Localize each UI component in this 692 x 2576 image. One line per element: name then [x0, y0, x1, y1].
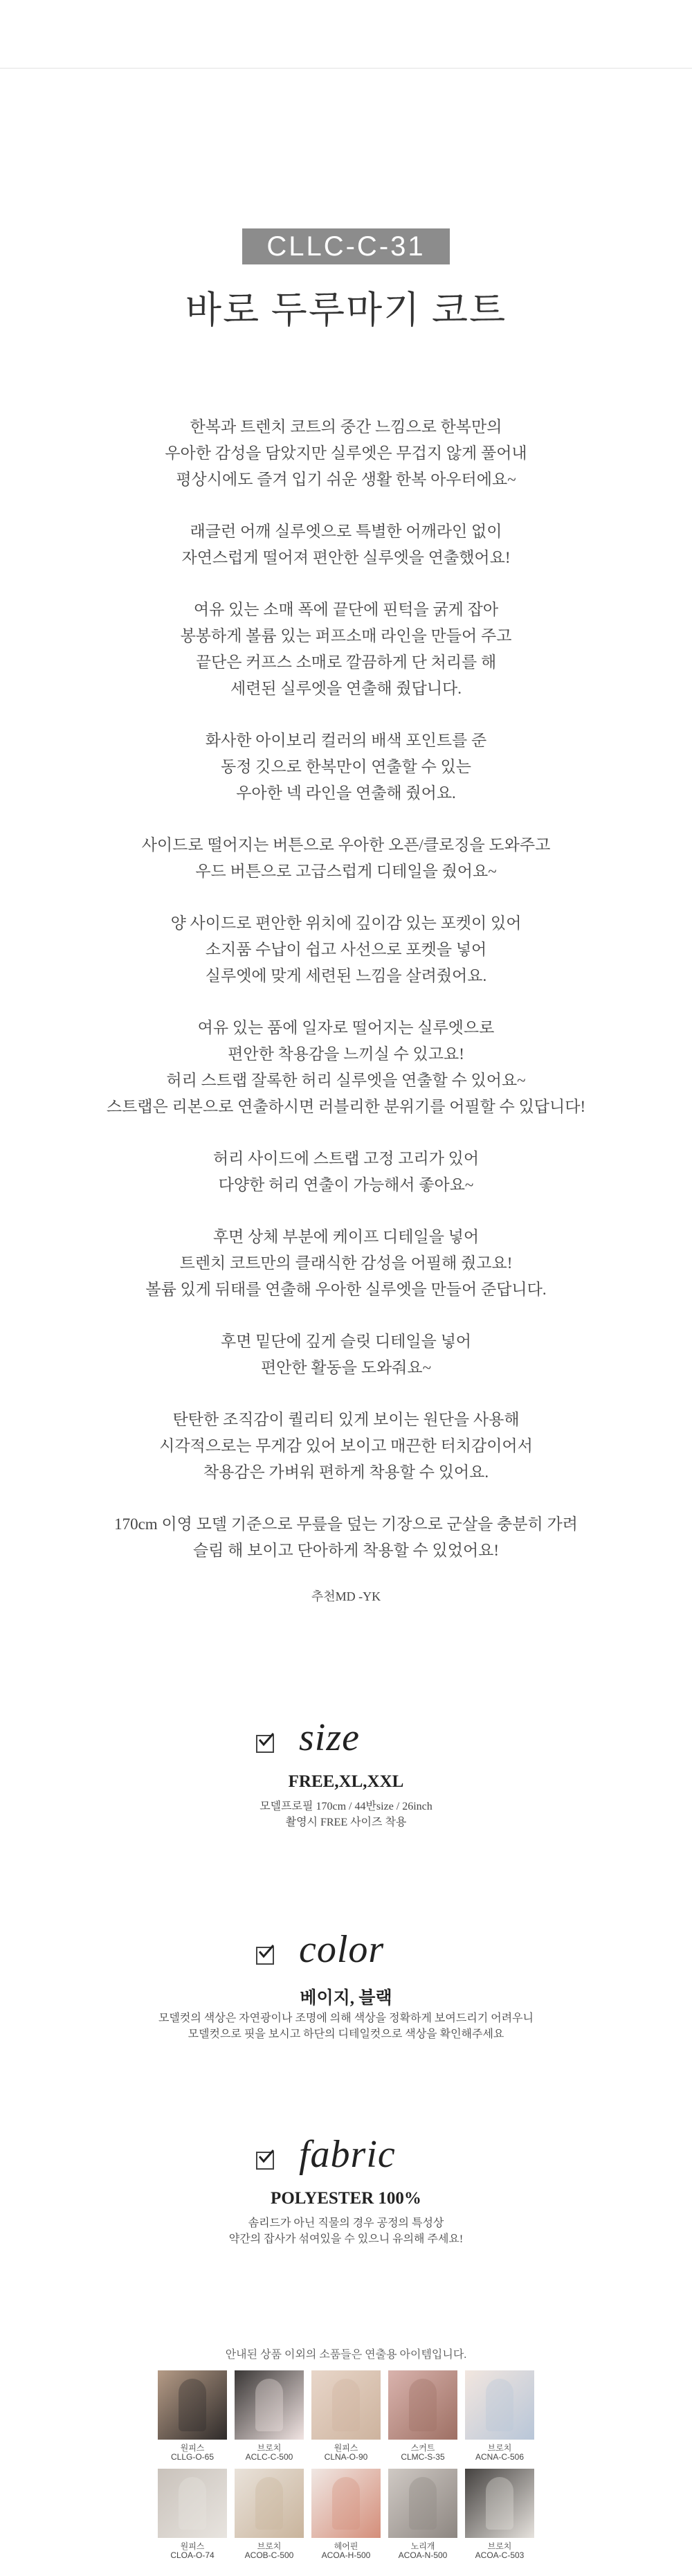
checkbox-icon: [256, 2152, 274, 2170]
size-heading: size: [299, 1716, 360, 1759]
description-line: 편안한 착용감을 느끼실 수 있고요!: [228, 1045, 464, 1063]
header-divider: [0, 68, 692, 69]
related-item-thumbnail[interactable]: [235, 2469, 304, 2538]
related-item-label: [235, 2542, 304, 2560]
product-image-shape: [486, 2477, 513, 2530]
description-line: 여유 있는 품에 일자로 떨어지는 실루엣으로: [197, 1019, 495, 1036]
description-line: 우드 버튼으로 고급스럽게 디테일을 줬어요~: [195, 863, 497, 880]
related-item-thumbnail[interactable]: [235, 2370, 304, 2440]
description-line: 세련된 실루엣을 연출해 줬답니다.: [230, 680, 462, 697]
description-paragraph: [0, 1407, 692, 1486]
related-item-code: ACNA-C-506: [475, 2452, 525, 2462]
description-paragraph: [0, 1328, 692, 1381]
description-paragraph: [0, 519, 692, 571]
product-image-shape: [409, 2379, 437, 2431]
related-item-label: [465, 2542, 534, 2560]
related-item-category: 스커트: [410, 2443, 435, 2453]
description-line: 끝단은 커프스 소매로 깔끔하게 단 처리를 해: [195, 654, 497, 671]
description-paragraph: [0, 832, 692, 885]
related-item-category: 노리개: [410, 2541, 435, 2551]
color-note-line: 모델컷의 색상은 자연광이나 조명에 의해 색상을 정확하게 보여드리기 어려우니: [158, 2012, 534, 2024]
description-paragraph: [0, 1146, 692, 1198]
description-paragraph: [0, 414, 692, 493]
product-title: 바로 두루마기 코트: [185, 289, 507, 331]
description-line: 후면 상체 부분에 케이프 디테일을 넣어: [212, 1228, 480, 1245]
description-line: 착용감은 가벼워 편하게 착용할 수 있어요.: [203, 1463, 489, 1481]
fabric-notes: [0, 2215, 692, 2247]
description-line: 여유 있는 소매 폭에 끝단에 핀턱을 굵게 잡아: [193, 601, 499, 618]
description-line: 동정 깃으로 한복만이 연출할 수 있는: [220, 758, 472, 775]
related-item-label: [311, 2444, 381, 2462]
fabric-note-line: 약간의 잡사가 섞여있을 수 있으니 유의해 주세요!: [228, 2233, 464, 2245]
description-line: 화사한 아이보리 컬러의 배색 포인트를 준: [205, 732, 487, 749]
fabric-value: POLYESTER 100%: [271, 2189, 421, 2208]
related-item-thumbnail[interactable]: [311, 2370, 381, 2440]
product-description: [0, 414, 692, 1605]
description-line: 시각적으로는 무게감 있어 보이고 매끈한 터치감이어서: [159, 1437, 533, 1454]
related-item-thumbnail[interactable]: [158, 2370, 227, 2440]
related-item-category: 헤어핀: [334, 2541, 358, 2551]
fabric-note-line: 솜리드가 아닌 직물의 경우 공정의 특성상: [248, 2217, 444, 2229]
related-item-thumbnail[interactable]: [465, 2370, 534, 2440]
description-line: 후면 밑단에 깊게 슬릿 디테일을 넣어: [220, 1333, 472, 1350]
related-item-category: 브로치: [487, 2541, 512, 2551]
description-line: 허리 사이드에 스트랩 고정 고리가 있어: [212, 1150, 480, 1167]
product-code-badge: CLLC-C-31: [242, 228, 450, 264]
related-item-code: ACOA-N-500: [398, 2550, 448, 2560]
description-line: 우아한 감성을 담았지만 실루엣은 무겁지 않게 풀어내: [165, 444, 527, 462]
related-item-label: [311, 2542, 381, 2560]
description-paragraph: [0, 1511, 692, 1564]
description-line: 볼륨 있게 뒤태를 연출해 우아한 실루엣을 만들어 준답니다.: [145, 1281, 547, 1298]
color-note-line: 모델컷으로 핏을 보시고 하단의 디테일컷으로 색상을 확인해주세요: [188, 2028, 504, 2040]
related-item[interactable]: [465, 2469, 534, 2560]
related-item-thumbnail[interactable]: [311, 2469, 381, 2538]
color-notes: [0, 2010, 692, 2042]
description-line: 탄탄한 조직감이 퀄리티 있게 보이는 원단을 사용해: [172, 1411, 520, 1428]
description-paragraph: [0, 1224, 692, 1303]
related-item[interactable]: [235, 2469, 304, 2560]
related-item-category: 브로치: [257, 2443, 282, 2453]
description-line: 170cm 이영 모델 기준으로 무릎을 덮는 기장으로 군살을 충분히 가려: [114, 1515, 578, 1533]
description-line: 스트랩은 리본으로 연출하시면 러블리한 분위기를 어필할 수 있답니다!: [106, 1098, 586, 1115]
related-item-label: [158, 2444, 227, 2462]
related-item-category: 브로치: [257, 2541, 282, 2551]
fabric-heading: fabric: [299, 2133, 396, 2176]
size-value: FREE,XL,XXL: [288, 1772, 404, 1791]
product-image-shape: [179, 2379, 206, 2431]
size-note-line: 촬영시 FREE 사이즈 착용: [285, 1817, 407, 1828]
description-line: 소지품 수납이 쉽고 사선으로 포켓을 넣어: [205, 941, 487, 958]
related-item[interactable]: [235, 2370, 304, 2462]
related-item[interactable]: [388, 2370, 457, 2462]
product-image-shape: [486, 2379, 513, 2431]
related-item-label: [388, 2542, 457, 2560]
description-line: 트렌치 코트만의 클래식한 감성을 어필해 줬고요!: [179, 1254, 513, 1272]
description-line: 한복과 트렌치 코트의 중간 느낌으로 한복만의: [190, 418, 502, 435]
related-item-code: CLNA-O-90: [324, 2452, 368, 2462]
related-item-thumbnail[interactable]: [388, 2469, 457, 2538]
related-item-code: ACOA-H-500: [321, 2550, 371, 2560]
color-heading: color: [299, 1928, 385, 1971]
checkbox-icon: [256, 1947, 274, 1965]
related-item[interactable]: [311, 2469, 381, 2560]
checkbox-icon: [256, 1735, 274, 1753]
product-image-shape: [409, 2477, 437, 2530]
description-line: 실루엣에 맞게 세련된 느낌을 살려줬어요.: [205, 967, 487, 984]
related-item-code: CLLG-O-65: [170, 2452, 215, 2462]
related-item[interactable]: [465, 2370, 534, 2462]
description-line: 래글런 어깨 실루엣으로 특별한 어깨라인 없이: [190, 523, 502, 540]
related-item[interactable]: [158, 2370, 227, 2462]
related-item-category: 원피스: [180, 2443, 205, 2453]
description-line: 다양한 허리 연출이 가능해서 좋아요~: [218, 1176, 474, 1194]
size-note-line: 모델프로필 170cm / 44반size / 26inch: [260, 1801, 432, 1812]
product-image-shape: [255, 2477, 283, 2530]
description-line: 허리 스트랩 잘록한 허리 실루엣을 연출할 수 있어요~: [166, 1072, 526, 1089]
related-item-code: ACLC-C-500: [245, 2452, 293, 2462]
related-item-thumbnail[interactable]: [465, 2469, 534, 2538]
description-line: 양 사이드로 편안한 위치에 깊이감 있는 포켓이 있어: [170, 915, 522, 932]
related-item-label: [388, 2444, 457, 2462]
product-image-shape: [179, 2477, 206, 2530]
description-paragraph: [0, 597, 692, 702]
description-line: 우아한 넥 라인을 연출해 줬어요.: [236, 784, 456, 802]
description-line: 사이드로 떨어지는 버튼으로 우아한 오픈/클로징을 도와주고: [141, 836, 551, 854]
related-item-code: ACOA-C-503: [475, 2550, 525, 2560]
product-image-shape: [332, 2379, 360, 2431]
related-item-category: 원피스: [334, 2443, 358, 2453]
related-item-thumbnail[interactable]: [388, 2370, 457, 2440]
related-item-code: CLMC-S-35: [401, 2452, 445, 2462]
description-paragraph: [0, 910, 692, 989]
description-line: 슬림 해 보이고 단아하게 착용할 수 있었어요!: [192, 1542, 500, 1559]
related-item-category: 원피스: [180, 2541, 205, 2551]
description-paragraph: [0, 1015, 692, 1120]
related-item-category: 브로치: [487, 2443, 512, 2453]
description-line: 평상시에도 즐겨 입기 쉬운 생활 한복 아우터에요~: [176, 471, 516, 488]
related-item-label: [465, 2444, 534, 2462]
product-image-shape: [332, 2477, 360, 2530]
related-item[interactable]: [158, 2469, 227, 2560]
related-item-thumbnail[interactable]: [158, 2469, 227, 2538]
related-item-label: [235, 2444, 304, 2462]
related-item-code: CLOA-O-74: [170, 2550, 215, 2560]
related-item[interactable]: [388, 2469, 457, 2560]
size-notes: [0, 1799, 692, 1830]
md-signature: 추천MD -YK: [311, 1589, 381, 1603]
description-paragraph: [0, 728, 692, 807]
description-line: 편안한 활동을 도와줘요~: [260, 1359, 432, 1376]
related-items-caption: 안내된 상품 이외의 소품들은 연출용 아이템입니다.: [225, 2349, 467, 2361]
related-item-code: ACOB-C-500: [244, 2550, 294, 2560]
related-item-label: [158, 2542, 227, 2560]
product-image-shape: [255, 2379, 283, 2431]
color-value: 베이지, 블랙: [300, 1989, 392, 2008]
description-line: 자연스럽게 떨어져 편안한 실루엣을 연출했어요!: [181, 549, 511, 566]
related-item[interactable]: [311, 2370, 381, 2462]
description-line: 봉봉하게 볼륨 있는 퍼프소매 라인을 만들어 주고: [180, 627, 512, 645]
